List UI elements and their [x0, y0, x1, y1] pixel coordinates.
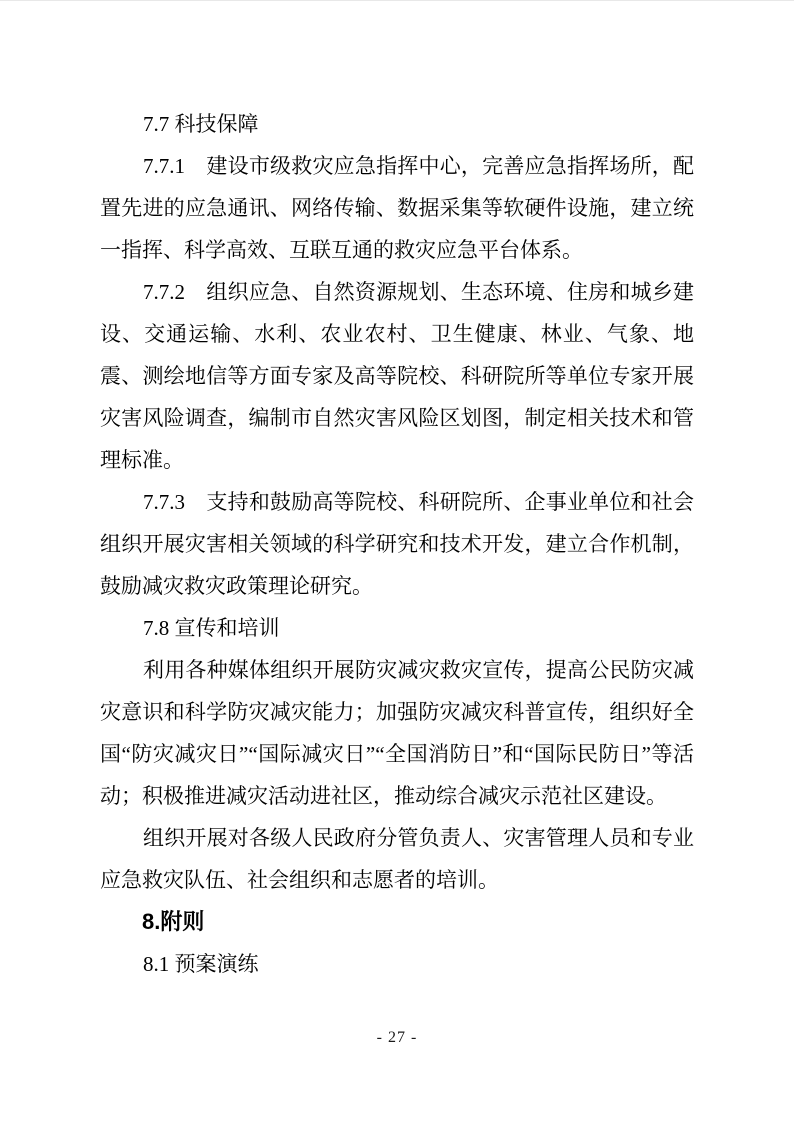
page-footer: [0, 1027, 794, 1049]
page-number: - 27 -: [376, 1029, 418, 1046]
section-heading-7-8: 7.8 宣传和培训: [143, 616, 280, 640]
paragraph-7-7-2: 7.7.2 组织应急、自然资源规划、生态环境、住房和城乡建设、交通运输、水利、农业农村、卫生健康、林业、气象、地震、测绘地信等方面专家及高等院校、科研院所等单位专家开展灾害风险调查，编制市自然灾害风险区划图，制定相关技术和管理标准。: [100, 280, 694, 472]
chapter-heading-8: 8.附则: [142, 909, 205, 934]
paragraph-7-7-3: 7.7.3 支持和鼓励高等院校、科研院所、企事业单位和社会组织开展灾害相关领域的科学研究和技术开发，建立合作机制，鼓励减灾救灾政策理论研究。: [100, 490, 694, 598]
paragraph-7-7-1: 7.7.1 建设市级救灾应急指挥中心，完善应急指挥场所，配置先进的应急通讯、网络传输、数据采集等软硬件设施，建立统一指挥、科学高效、互联互通的救灾应急平台体系。: [100, 154, 694, 262]
document-body: [100, 103, 694, 985]
section-heading-7-7: 7.7 科技保障: [143, 112, 259, 136]
paragraph-training: 组织开展对各级人民政府分管负责人、灾害管理人员和专业应急救灾队伍、社会组织和志愿者的培训。: [100, 826, 694, 892]
paragraph-publicity: 利用各种媒体组织开展防灾减灾救灾宣传，提高公民防灾减灾意识和科学防灾减灾能力；加强防灾减灾科普宣传，组织好全国“防灾减灾日”“国际减灾日”“全国消防日”和“国际民防日”等活动；积极推进减灾活动进社区，推动综合减灾示范社区建设。: [100, 658, 694, 808]
section-heading-8-1: 8.1 预案演练: [143, 952, 259, 976]
